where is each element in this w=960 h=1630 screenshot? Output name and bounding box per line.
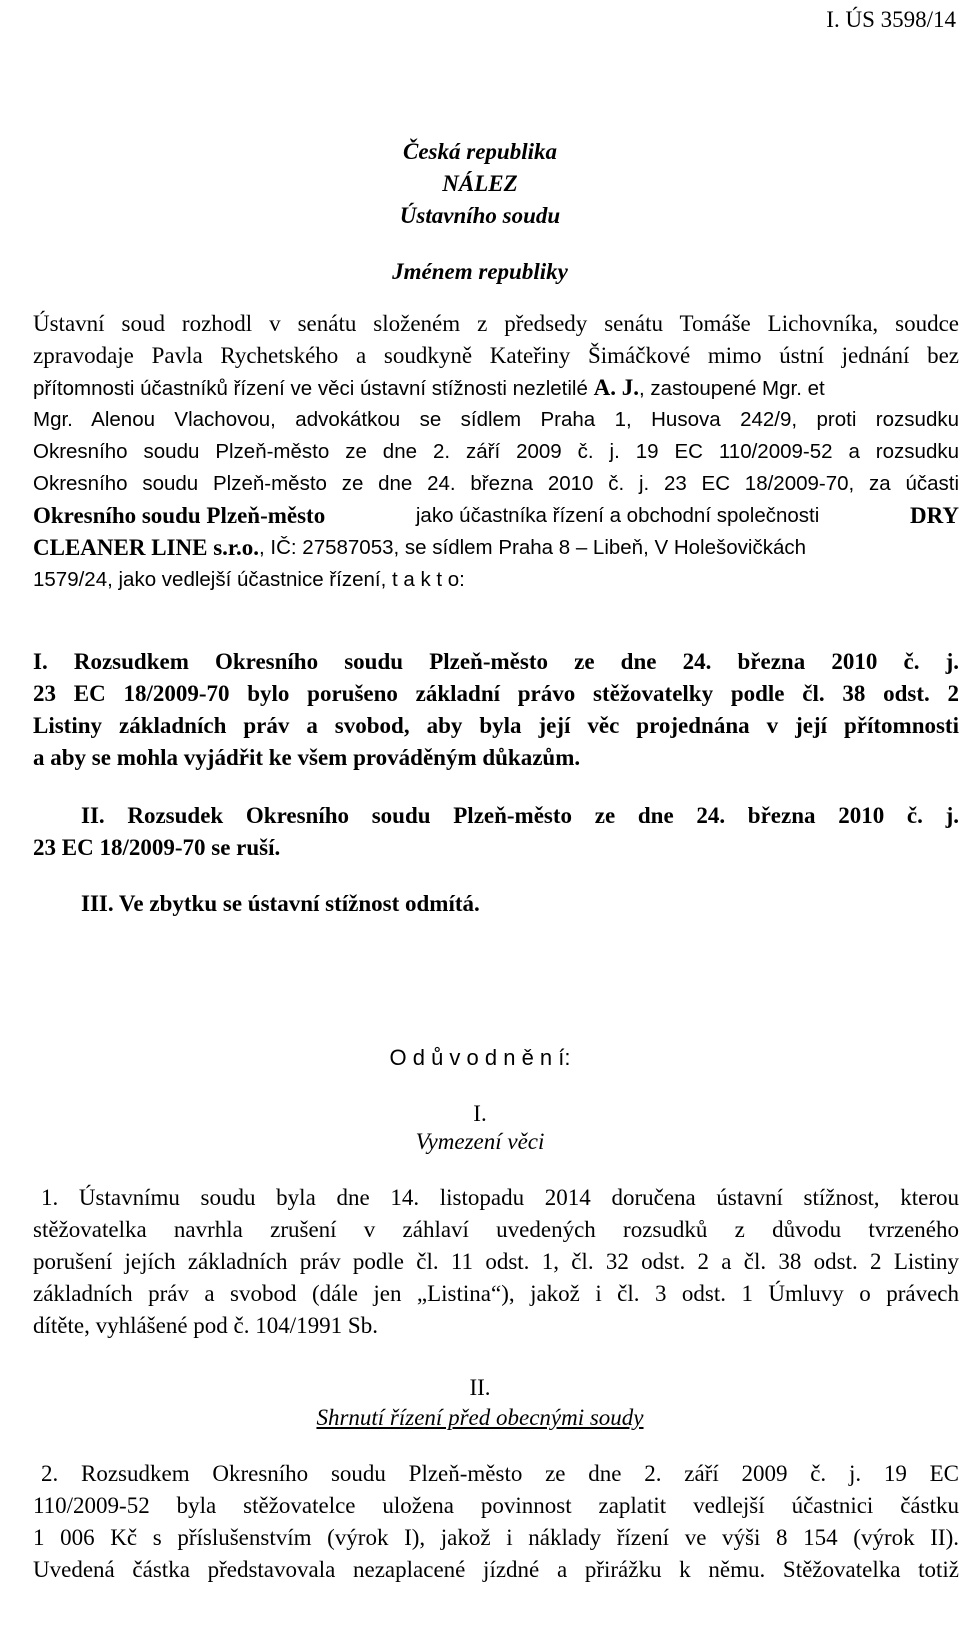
section-2-title: Shrnutí řízení před obecnými soudy <box>316 1405 644 1430</box>
p2-line-2: 110/2009-52 byla stěžovatelce uložena povinnost zaplatit vedlejší účastnici částku <box>33 1493 959 1518</box>
verdict-i-line-4: a aby se mohla vyjádřit ke všem prováděným důkazům. <box>33 745 581 770</box>
intro-line-7: Okresního soudu Plzeň-město jako účastníka řízení a obchodní společnosti DRY <box>33 503 959 528</box>
p1-line-2: stěžovatelka navrhla zrušení v záhlaví uvedených rozsudků z důvodu tvrzeného <box>33 1217 959 1242</box>
heading-court: Ústavního soudu <box>399 203 561 228</box>
intro-line-8: CLEANER LINE s.r.o. , IČ: 27587053, se sídlem Praha 8 – Libeň, V Holešovičkách <box>33 535 806 560</box>
p2-line-4: Uvedená částka představovala nezaplacené jízdné a přirážku k němu. Stěžovatelka totiž <box>33 1557 959 1582</box>
verdict-i-line-1: I. Rozsudkem Okresního soudu Plzeň-město ze dne 24. března 2010 č. j. <box>33 649 959 674</box>
p2-line-3: 1 006 Kč s příslušenstvím (výrok I), jakož i náklady řízení ve výši 8 154 (výrok II). <box>33 1525 959 1550</box>
section-1-number: I. <box>473 1101 487 1126</box>
verdict-i-line-2: 23 EC 18/2009-70 bylo porušeno základní právo stěžovatelky podle čl. 38 odst. 2 <box>33 681 959 706</box>
case-reference: I. ÚS 3598/14 <box>826 7 956 32</box>
intro-line-4: Mgr. Alenou Vlachovou, advokátkou se sídlem Praha 1, Husova 242/9, proti rozsudku <box>33 408 959 431</box>
intro-line-1: Ústavní soud rozhodl v senátu složeném z předsedy senátu Tomáše Lichovníka, soudce <box>33 311 959 336</box>
verdict-iii-line-1: III. Ve zbytku se ústavní stížnost odmítá. <box>81 891 480 916</box>
reasoning-title: O d ů v o d n ě n í: <box>389 1045 571 1070</box>
verdict-i-line-3: Listiny základních práv a svobod, aby byla její věc projednána v její přítomnosti <box>33 713 959 738</box>
section-1-title: Vymezení věci <box>415 1129 545 1154</box>
p2-line-1: 2. Rozsudkem Okresního soudu Plzeň-město ze dne 2. září 2009 č. j. 19 EC <box>41 1461 959 1486</box>
section-2-number: II. <box>469 1375 491 1400</box>
verdict-ii-line-2: 23 EC 18/2009-70 se ruší. <box>33 835 281 860</box>
p1-line-4: základních práv a svobod (dále jen „Listina“), jakož i čl. 3 odst. 1 Úmluvy o právech <box>33 1281 959 1306</box>
verdict-ii-line-1: II. Rozsudek Okresního soudu Plzeň-město ze dne 24. března 2010 č. j. <box>81 803 959 828</box>
p1-line-3: porušení jejích základních práv podle čl. 11 odst. 1, čl. 32 odst. 2 a čl. 38 odst. 2 Listiny <box>33 1249 959 1274</box>
heading-in-name: Jménem republiky <box>392 259 568 284</box>
heading-type: NÁLEZ <box>442 171 518 196</box>
heading-country: Česká republika <box>403 139 557 164</box>
intro-line-9: 1579/24, jako vedlejší účastnice řízení, t a k t o: <box>33 568 465 591</box>
intro-line-3: přítomnosti účastníků řízení ve věci ústavní stížnosti nezletilé A. J., zastoupené Mgr. et <box>33 375 825 400</box>
p1-line-5: dítěte, vyhlášené pod č. 104/1991 Sb. <box>33 1313 378 1338</box>
intro-line-6: Okresního soudu Plzeň-město ze dne 24. března 2010 č. j. 23 EC 18/2009-70, za účasti <box>33 472 959 495</box>
p1-line-1: 1. Ústavnímu soudu byla dne 14. listopadu 2014 doručena ústavní stížnost, kterou <box>41 1185 959 1210</box>
intro-line-5: Okresního soudu Plzeň-město ze dne 2. září 2009 č. j. 19 EC 110/2009-52 a rozsudku <box>33 440 959 463</box>
intro-line-2: zpravodaje Pavla Rychetského a soudkyně Kateřiny Šimáčkové mimo ústní jednání bez <box>33 343 959 368</box>
